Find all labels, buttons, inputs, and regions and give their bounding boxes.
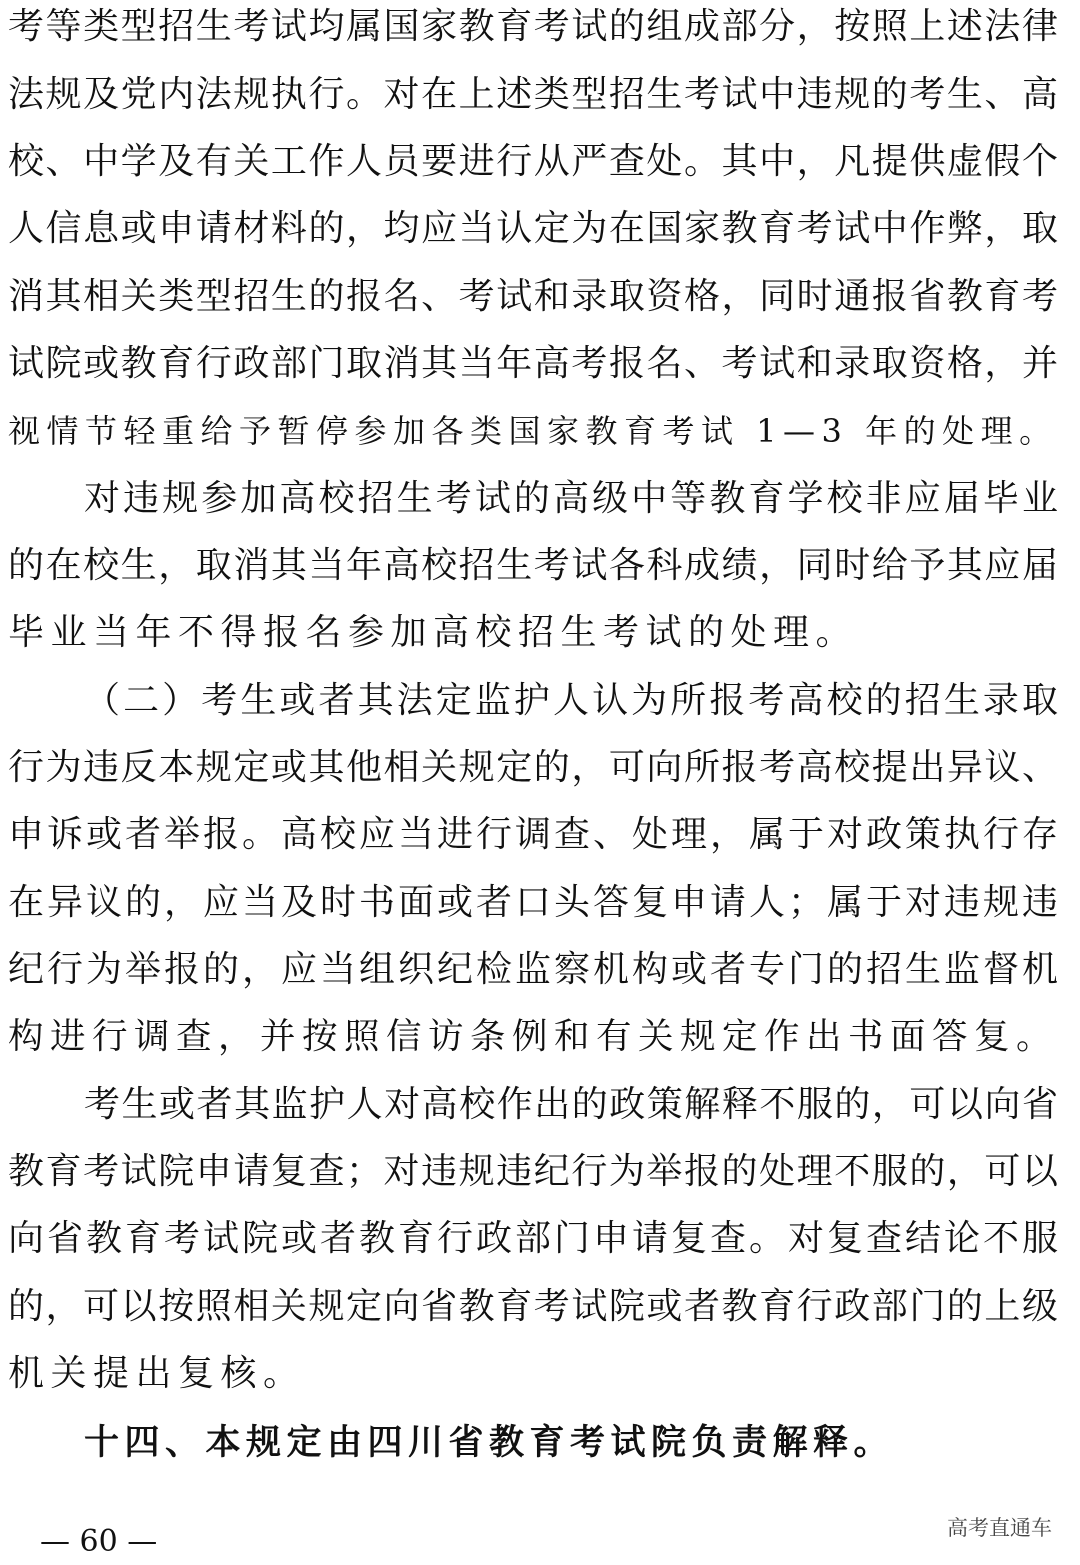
text-line: 行为违反本规定或其他相关规定的，可向所报考高校提出异议、 [8, 747, 1058, 788]
watermark: 高考直通车 [947, 1516, 1052, 1540]
text-line: 的在校生，取消其当年高校招生考试各科成绩，同时给予其应届 [8, 545, 1058, 586]
text-line: 毕业当年不得报名参加高校招生考试的处理。 [8, 612, 859, 653]
text-line: 消其相关类型招生的报名、考试和录取资格，同时通报省教育考 [8, 276, 1058, 317]
section-heading: 十四、本规定由四川省教育考试院负责解释。 [84, 1423, 895, 1463]
text-line: 纪行为举报的，应当组织纪检监察机构或者专门的招生监督机 [8, 949, 1058, 990]
text-line: 向省教育考试院或者教育行政部门申请复查。对复查结论不服 [8, 1218, 1058, 1259]
text-line: 人信息或申请材料的，均应当认定为在国家教育考试中作弊，取 [8, 208, 1058, 249]
text-line: 考等类型招生考试均属国家教育考试的组成部分，按照上述法律 [8, 6, 1058, 47]
text-line: 考生或者其监护人对高校作出的政策解释不服的，可以向省 [84, 1084, 1058, 1125]
text-line: 申诉或者举报。高校应当进行调查、处理，属于对政策执行存 [8, 814, 1058, 855]
text-line: 校、中学及有关工作人员要进行从严查处。其中，凡提供虚假个 [8, 141, 1058, 182]
text-line: 构进行调查，并按照信访条例和有关规定作出书面答复。 [8, 1016, 1059, 1057]
text-line: （二）考生或者其法定监护人认为所报考高校的招生录取 [84, 680, 1058, 721]
text-line: 在异议的，应当及时书面或者口头答复申请人；属于对违规违 [8, 882, 1058, 923]
text-line: 视情节轻重给予暂停参加各类国家教育考试 1—3 年的处理。 [8, 412, 1058, 450]
text-line: 机关提出复核。 [8, 1353, 306, 1394]
text-line: 法规及党内法规执行。对在上述类型招生考试中违规的考生、高 [8, 74, 1058, 115]
text-line: 的，可以按照相关规定向省教育考试院或者教育行政部门的上级 [8, 1286, 1058, 1327]
text-line: 对违规参加高校招生考试的高级中等教育学校非应届毕业 [84, 478, 1058, 519]
text-line: 教育考试院申请复查；对违规违纪行为举报的处理不服的，可以 [8, 1151, 1058, 1192]
page-number: — 60 — [40, 1524, 158, 1559]
text-line: 试院或教育行政部门取消其当年高考报名、考试和录取资格，并 [8, 343, 1058, 384]
